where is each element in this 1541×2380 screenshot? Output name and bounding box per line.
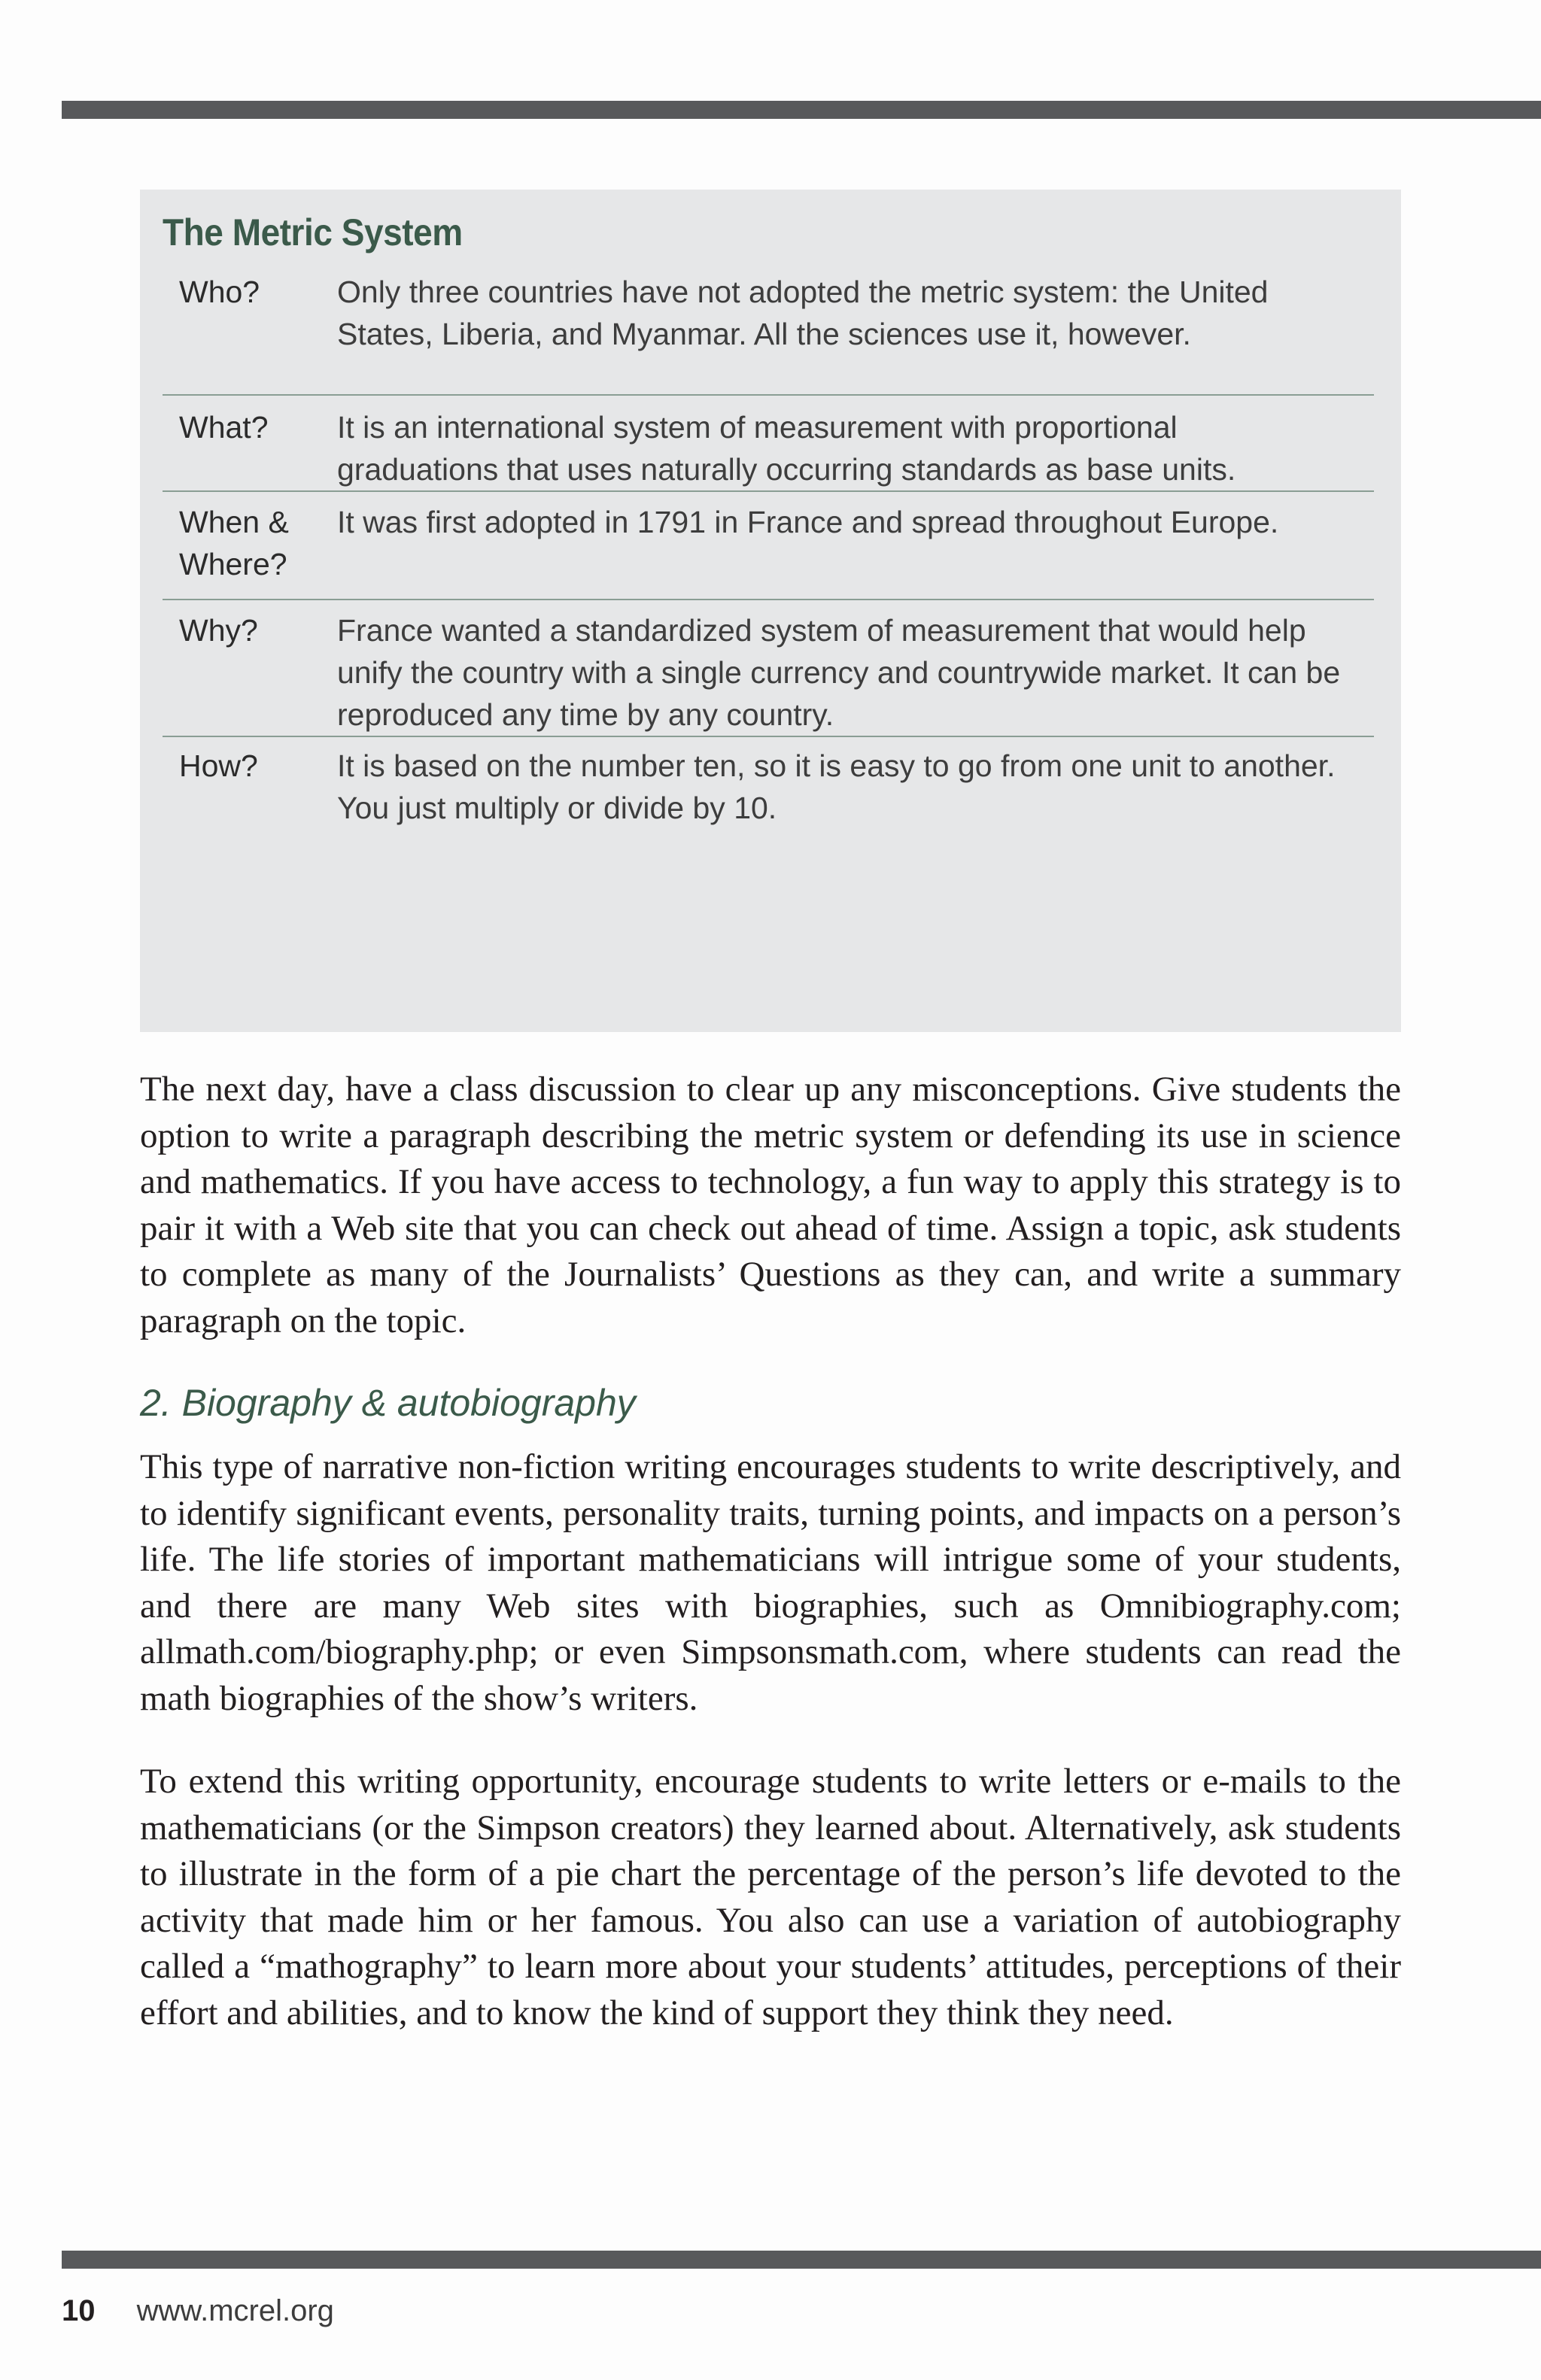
answer-text: Only three countries have not adopted the metric system: the United States, Liberia, and Myanmar. All the sciences use it, however. (337, 275, 1269, 351)
question-row-when-where (163, 490, 1374, 599)
question-row-why (163, 599, 1374, 736)
answer-text: It is an international system of measurement with proportional graduations that uses naturally occurring standards as base units. (337, 410, 1236, 487)
body-paragraph: To extend this writing opportunity, encourage students to write letters or e-mails to the mathematicians (or the Simpson creators) they learned about. Alternatively, ask students to illustrate in the form of a pie chart the percentage of the person’s life devoted to the activity that made him or her famous. You also can use a variation of autobiography called a “mathography” to learn more about your students’ attitudes, perceptions of their effort and abilities, and to know the kind of support they think they need. (140, 1762, 1401, 2032)
question-row-what (163, 394, 1374, 490)
question-label: How? (179, 748, 258, 783)
page-footer (62, 2294, 334, 2328)
answer-text: It is based on the number ten, so it is easy to go from one unit to another. You just multiply or divide by 10. (337, 748, 1336, 825)
question-row-who (163, 271, 1374, 394)
top-rule (62, 101, 1541, 119)
body-paragraph: This type of narrative non-fiction writing encourages students to write descriptively, and to identify significant events, personality traits, turning points, and impacts on a person’s life. The life stories of important mathematicians will intrigue some of your students, and there are many Web sites with biographies, such as Omnibiography.com; allmath.com/biography.php; or even Simpsonsmath.com, where students can read the math biographies of the show’s writers. (140, 1447, 1401, 1718)
footer-url[interactable]: www.mcrel.org (136, 2294, 334, 2327)
section-heading: 2. Biography & autobiography (140, 1382, 636, 1424)
metric-system-sidebar (140, 190, 1401, 1032)
page-number: 10 (62, 2294, 96, 2327)
question-row-how (163, 736, 1374, 829)
question-label: When & Where? (179, 505, 289, 581)
question-label: Why? (179, 613, 258, 648)
bottom-rule (62, 2251, 1541, 2269)
question-label: Who? (179, 275, 260, 309)
answer-text: France wanted a standardized system of measurement that would help unify the country with a single currency and countrywide market. It can be reproduced any time by any country. (337, 613, 1341, 732)
body-paragraph: The next day, have a class discussion to clear up any misconceptions. Give students the option to write a paragraph describing the metric system or defending its use in science and mathematics. If you have access to technology, a fun way to apply this strategy is to pair it with a Web site that you can check out ahead of time. Assign a topic, ask students to complete as many of the Journalists’ Questions as they can, and write a summary paragraph on the topic. (140, 1070, 1401, 1340)
question-label: What? (179, 410, 269, 445)
sidebar-title: The Metric System (163, 211, 463, 253)
answer-text: It was first adopted in 1791 in France and spread throughout Europe. (337, 505, 1279, 539)
